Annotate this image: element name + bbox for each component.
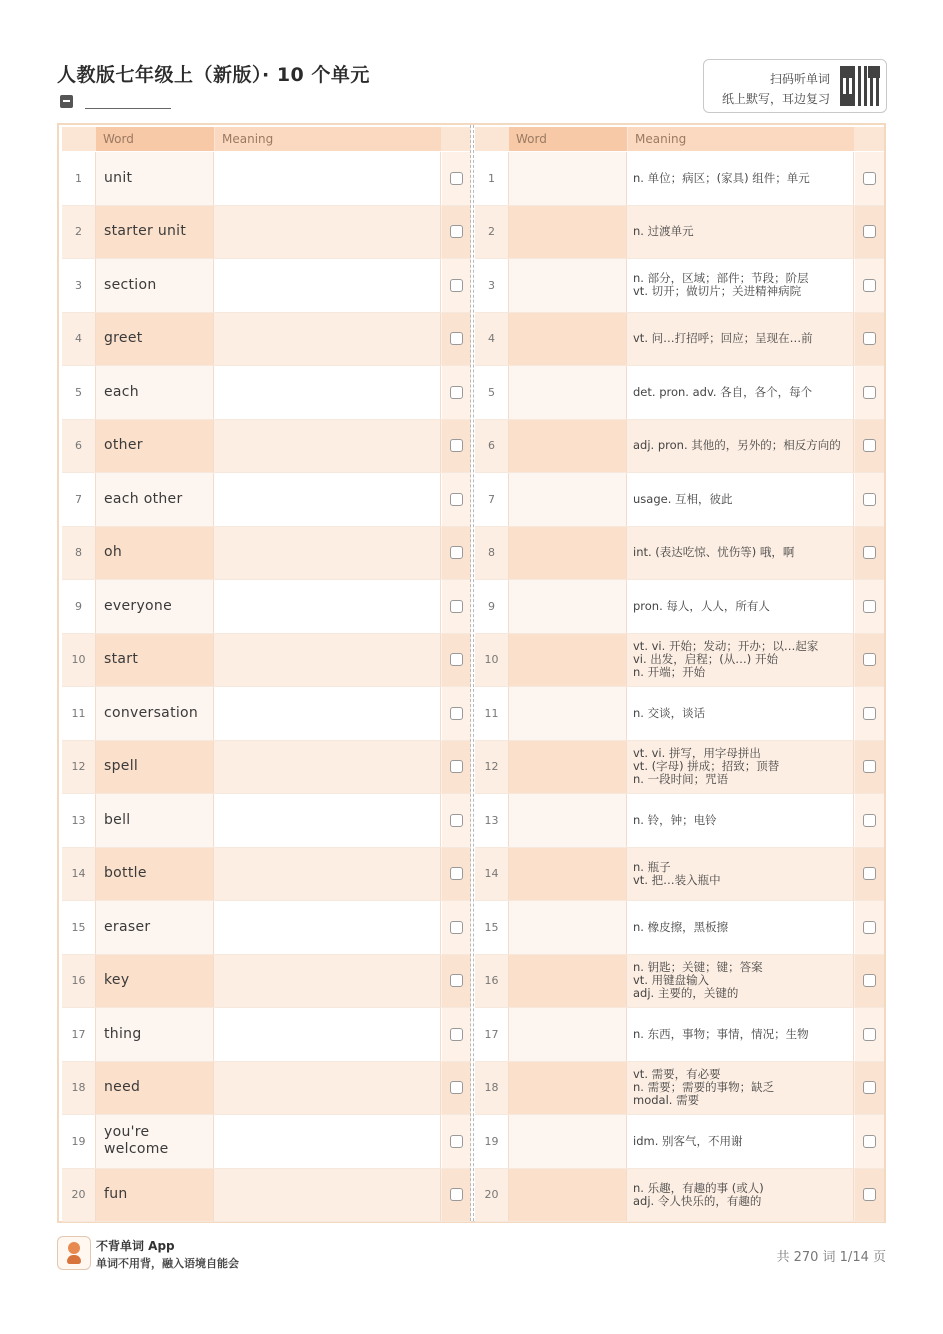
row-number: 18 [475,1062,509,1115]
row-number: 16 [475,955,509,1008]
checkbox-icon[interactable] [450,172,463,185]
checkbox-icon[interactable] [863,1135,876,1148]
word-cell[interactable] [509,1062,627,1115]
checkbox-icon[interactable] [863,814,876,827]
meaning-cell: int. (表达吃惊、忧伤等) 哦，啊 [628,527,854,580]
qr-code-icon[interactable] [840,66,880,106]
checkbox-icon[interactable] [450,814,463,827]
checkbox-cell[interactable] [855,634,884,687]
word-cell: greet [96,313,214,366]
meaning-cell: det. pron. adv. 各自，各个，每个 [628,366,854,419]
word-cell: spell [96,741,214,794]
word-cell[interactable] [509,848,627,901]
checkbox-cell[interactable] [442,634,471,687]
checkbox-icon[interactable] [450,279,463,292]
checkbox-icon[interactable] [863,1081,876,1094]
header-word: Word [509,127,627,151]
checkbox-cell[interactable] [855,687,884,740]
meaning-cell[interactable] [215,420,441,473]
checkbox-cell[interactable] [855,1062,884,1115]
word-cell[interactable] [509,1169,627,1222]
meaning-cell: vt. vi. 开始；发动；开办；以…起家 vi. 出发，启程；(从…) 开始 n. 开端；开始 [628,634,854,687]
row-number: 20 [62,1169,96,1222]
word-cell: eraser [96,901,214,954]
checkbox-cell[interactable] [855,259,884,312]
word-cell: need [96,1062,214,1115]
checkbox-icon[interactable] [863,707,876,720]
worksheet-frame [57,123,886,1223]
meaning-cell[interactable] [215,1169,441,1222]
checkbox-cell[interactable] [855,901,884,954]
meaning-cell: n. 橡皮擦，黑板擦 [628,901,854,954]
table-row [475,313,884,367]
meaning-cell[interactable] [215,1062,441,1115]
table-row [62,259,471,313]
row-number: 19 [62,1115,96,1168]
meaning-cell: n. 钥匙；关键；键；答案 vt. 用键盘输入 adj. 主要的，关键的 [628,955,854,1008]
qr-caption-line1: 扫码听单词 [769,72,830,86]
row-number: 7 [62,473,96,526]
row-number: 12 [475,741,509,794]
meaning-cell[interactable] [215,366,441,419]
checkbox-cell[interactable] [442,848,471,901]
checkbox-icon[interactable] [450,332,463,345]
row-number: 3 [475,259,509,312]
row-number: 20 [475,1169,509,1222]
calendar-icon [60,95,73,108]
word-cell: everyone [96,580,214,633]
table-row [475,206,884,260]
row-number: 14 [475,848,509,901]
checkbox-cell[interactable] [442,794,471,847]
qr-panel[interactable] [703,59,887,113]
row-number: 3 [62,259,96,312]
word-cell[interactable] [509,580,627,633]
checkbox-cell[interactable] [855,366,884,419]
row-number: 11 [475,687,509,740]
checkbox-icon[interactable] [863,279,876,292]
table-row [62,420,471,474]
row-number: 1 [62,152,96,205]
meaning-cell: n. 铃，钟；电铃 [628,794,854,847]
page-title: 人教版七年级上（新版）· 10 个单元 [57,64,370,86]
checkbox-icon[interactable] [863,1028,876,1041]
row-number: 2 [475,206,509,259]
word-cell: bell [96,794,214,847]
checkbox-cell[interactable] [442,473,471,526]
checkbox-icon[interactable] [863,386,876,399]
checkbox-cell[interactable] [855,420,884,473]
table-row [475,1169,884,1223]
table-row [475,420,884,474]
meaning-cell: n. 部分，区域；部件；节段；阶层 vt. 切开；做切片；关进精神病院 [628,259,854,312]
meaning-cell: vt. vi. 拼写，用字母拼出 vt. (字母) 拼成；招致；顶替 n. 一段时间；咒语 [628,741,854,794]
checkbox-cell[interactable] [442,152,471,205]
word-cell[interactable] [509,152,627,205]
checkbox-cell[interactable] [442,259,471,312]
row-number: 1 [475,152,509,205]
meaning-cell[interactable] [215,848,441,901]
header-meaning: Meaning [215,127,441,151]
row-number: 17 [62,1008,96,1061]
word-cell[interactable] [509,259,627,312]
table-row [62,152,471,206]
checkbox-icon[interactable] [863,439,876,452]
checkbox-icon[interactable] [450,760,463,773]
table-row [475,1008,884,1062]
row-number: 16 [62,955,96,1008]
row-number: 8 [62,527,96,580]
table-header [62,127,471,151]
row-number: 13 [475,794,509,847]
row-number: 17 [475,1008,509,1061]
meaning-cell: n. 过渡单元 [628,206,854,259]
table-row [62,313,471,367]
checkbox-cell[interactable] [442,1115,471,1168]
word-cell[interactable] [509,473,627,526]
table-row [475,1062,884,1116]
table-row [475,152,884,206]
checkbox-cell[interactable] [442,955,471,1008]
table-row [475,741,884,795]
row-number: 7 [475,473,509,526]
word-cell: each other [96,473,214,526]
meaning-cell: n. 瓶子 vt. 把…装入瓶中 [628,848,854,901]
row-number: 5 [62,366,96,419]
meaning-cell[interactable] [215,259,441,312]
header-check [855,127,884,151]
table-row [475,955,884,1009]
meaning-cell[interactable] [215,955,441,1008]
checkbox-icon[interactable] [450,974,463,987]
meaning-cell[interactable] [215,687,441,740]
row-number: 13 [62,794,96,847]
meaning-cell[interactable] [215,634,441,687]
meaning-rows [475,152,884,1222]
checkbox-cell[interactable] [855,794,884,847]
checkbox-icon[interactable] [450,1188,463,1201]
word-cell: oh [96,527,214,580]
table-row [62,527,471,581]
table-row [475,366,884,420]
app-name: 不背单词 App [96,1239,175,1253]
meaning-cell: adj. pron. 其他的，另外的；相反方向的 [628,420,854,473]
checkbox-icon[interactable] [863,600,876,613]
word-cell: key [96,955,214,1008]
word-cell: each [96,366,214,419]
checkbox-cell[interactable] [442,741,471,794]
checkbox-icon[interactable] [450,1135,463,1148]
checkbox-cell[interactable] [442,420,471,473]
word-cell: unit [96,152,214,205]
row-number: 8 [475,527,509,580]
checkbox-icon[interactable] [863,1188,876,1201]
checkbox-icon[interactable] [863,172,876,185]
checkbox-icon[interactable] [450,546,463,559]
checkbox-cell[interactable] [442,1169,471,1222]
checkbox-cell[interactable] [442,206,471,259]
word-cell: other [96,420,214,473]
checkbox-cell[interactable] [855,473,884,526]
meaning-cell: n. 乐趣，有趣的事 (或人) adj. 令人快乐的，有趣的 [628,1169,854,1222]
fold-divider [470,125,474,1221]
row-number: 6 [475,420,509,473]
word-cell[interactable] [509,687,627,740]
table-row [62,955,471,1009]
checkbox-cell[interactable] [442,687,471,740]
table-row [62,1169,471,1223]
word-cell[interactable] [509,634,627,687]
table-row [475,634,884,688]
table-row [62,848,471,902]
row-number: 4 [475,313,509,366]
checkbox-cell[interactable] [855,206,884,259]
meaning-cell: vt. 问…打招呼；回应；呈现在…前 [628,313,854,366]
word-cell[interactable] [509,313,627,366]
row-number: 4 [62,313,96,366]
table-row [62,206,471,260]
row-number: 9 [475,580,509,633]
meaning-cell[interactable] [215,152,441,205]
word-cell[interactable] [509,206,627,259]
meaning-cell[interactable] [215,794,441,847]
table-row [62,687,471,741]
word-cell[interactable] [509,527,627,580]
row-number: 9 [62,580,96,633]
meaning-cell[interactable] [215,901,441,954]
checkbox-icon[interactable] [450,493,463,506]
checkbox-icon[interactable] [863,867,876,880]
date-blank-line [85,108,171,109]
table-row [475,848,884,902]
row-number: 14 [62,848,96,901]
checkbox-icon[interactable] [450,1028,463,1041]
row-number: 15 [475,901,509,954]
meaning-cell: n. 单位；病区；(家具) 组件；单元 [628,152,854,205]
app-logo-icon [57,1236,91,1270]
table-row [475,259,884,313]
row-number: 5 [475,366,509,419]
meaning-cell: vt. 需要，有必要 n. 需要；需要的事物；缺乏 modal. 需要 [628,1062,854,1115]
table-row [62,366,471,420]
meaning-cell: usage. 互相，彼此 [628,473,854,526]
meaning-cell[interactable] [215,580,441,633]
word-cell[interactable] [509,1115,627,1168]
meaning-cell[interactable] [215,313,441,366]
table-row [62,634,471,688]
checkbox-cell[interactable] [855,1115,884,1168]
word-cell: section [96,259,214,312]
meaning-cell: idm. 别客气，不用谢 [628,1115,854,1168]
row-number: 11 [62,687,96,740]
table-row [62,741,471,795]
meaning-cell[interactable] [215,473,441,526]
checkbox-cell[interactable] [442,313,471,366]
meaning-column-table [475,125,884,1221]
table-row [475,1115,884,1169]
header-check [442,127,471,151]
word-cell: you're welcome [96,1115,214,1168]
word-cell[interactable] [509,1008,627,1061]
checkbox-icon[interactable] [450,653,463,666]
checkbox-icon[interactable] [863,974,876,987]
row-number: 18 [62,1062,96,1115]
row-number: 15 [62,901,96,954]
checkbox-cell[interactable] [855,741,884,794]
checkbox-icon[interactable] [863,493,876,506]
meaning-cell[interactable] [215,1008,441,1061]
meaning-cell[interactable] [215,741,441,794]
checkbox-cell[interactable] [442,527,471,580]
word-cell[interactable] [509,366,627,419]
header-meaning: Meaning [628,127,854,151]
checkbox-icon[interactable] [863,225,876,238]
row-number: 10 [475,634,509,687]
row-number: 2 [62,206,96,259]
word-cell: fun [96,1169,214,1222]
meaning-cell[interactable] [215,206,441,259]
checkbox-cell[interactable] [855,848,884,901]
checkbox-icon[interactable] [863,760,876,773]
table-row [62,901,471,955]
checkbox-cell[interactable] [442,901,471,954]
qr-caption-line2: 纸上默写，耳边复习 [721,92,830,106]
table-row [475,527,884,581]
checkbox-cell[interactable] [855,527,884,580]
word-rows [62,152,471,1222]
table-row [475,901,884,955]
app-slogan: 单词不用背，融入语境自能会 [96,1257,239,1270]
checkbox-cell[interactable] [855,1169,884,1222]
checkbox-icon[interactable] [450,439,463,452]
meaning-cell[interactable] [215,1115,441,1168]
word-cell[interactable] [509,955,627,1008]
word-cell[interactable] [509,794,627,847]
checkbox-icon[interactable] [863,921,876,934]
row-number: 19 [475,1115,509,1168]
checkbox-icon[interactable] [863,546,876,559]
meaning-cell: n. 交谈，谈话 [628,687,854,740]
checkbox-cell[interactable] [855,313,884,366]
word-cell: start [96,634,214,687]
checkbox-icon[interactable] [450,225,463,238]
table-row [475,687,884,741]
word-cell: conversation [96,687,214,740]
checkbox-icon[interactable] [863,332,876,345]
meaning-cell[interactable] [215,527,441,580]
word-column-table [62,125,471,1221]
table-header [475,127,884,151]
checkbox-icon[interactable] [450,707,463,720]
checkbox-icon[interactable] [450,386,463,399]
table-row [475,794,884,848]
word-cell: thing [96,1008,214,1061]
row-number: 12 [62,741,96,794]
row-number: 6 [62,420,96,473]
checkbox-cell[interactable] [442,1008,471,1061]
table-row [475,473,884,527]
checkbox-icon[interactable] [450,1081,463,1094]
checkbox-cell[interactable] [855,580,884,633]
checkbox-icon[interactable] [450,867,463,880]
table-row [62,473,471,527]
table-row [62,1062,471,1116]
checkbox-cell[interactable] [442,1062,471,1115]
checkbox-icon[interactable] [450,921,463,934]
checkbox-cell[interactable] [442,366,471,419]
checkbox-icon[interactable] [863,653,876,666]
checkbox-icon[interactable] [450,600,463,613]
meaning-cell: n. 东西，事物；事情，情况；生物 [628,1008,854,1061]
checkbox-cell[interactable] [855,1008,884,1061]
table-row [62,1008,471,1062]
table-row [62,794,471,848]
header-word: Word [96,127,214,151]
table-row [62,1115,471,1169]
word-cell[interactable] [509,741,627,794]
meaning-cell: pron. 每人，人人，所有人 [628,580,854,633]
word-cell: bottle [96,848,214,901]
checkbox-cell[interactable] [855,152,884,205]
word-cell: starter unit [96,206,214,259]
page-counter: 共 270 词 1/14 页 [776,1250,886,1265]
word-cell[interactable] [509,901,627,954]
word-cell[interactable] [509,420,627,473]
table-row [475,580,884,634]
checkbox-cell[interactable] [442,580,471,633]
table-row [62,580,471,634]
row-number: 10 [62,634,96,687]
checkbox-cell[interactable] [855,955,884,1008]
